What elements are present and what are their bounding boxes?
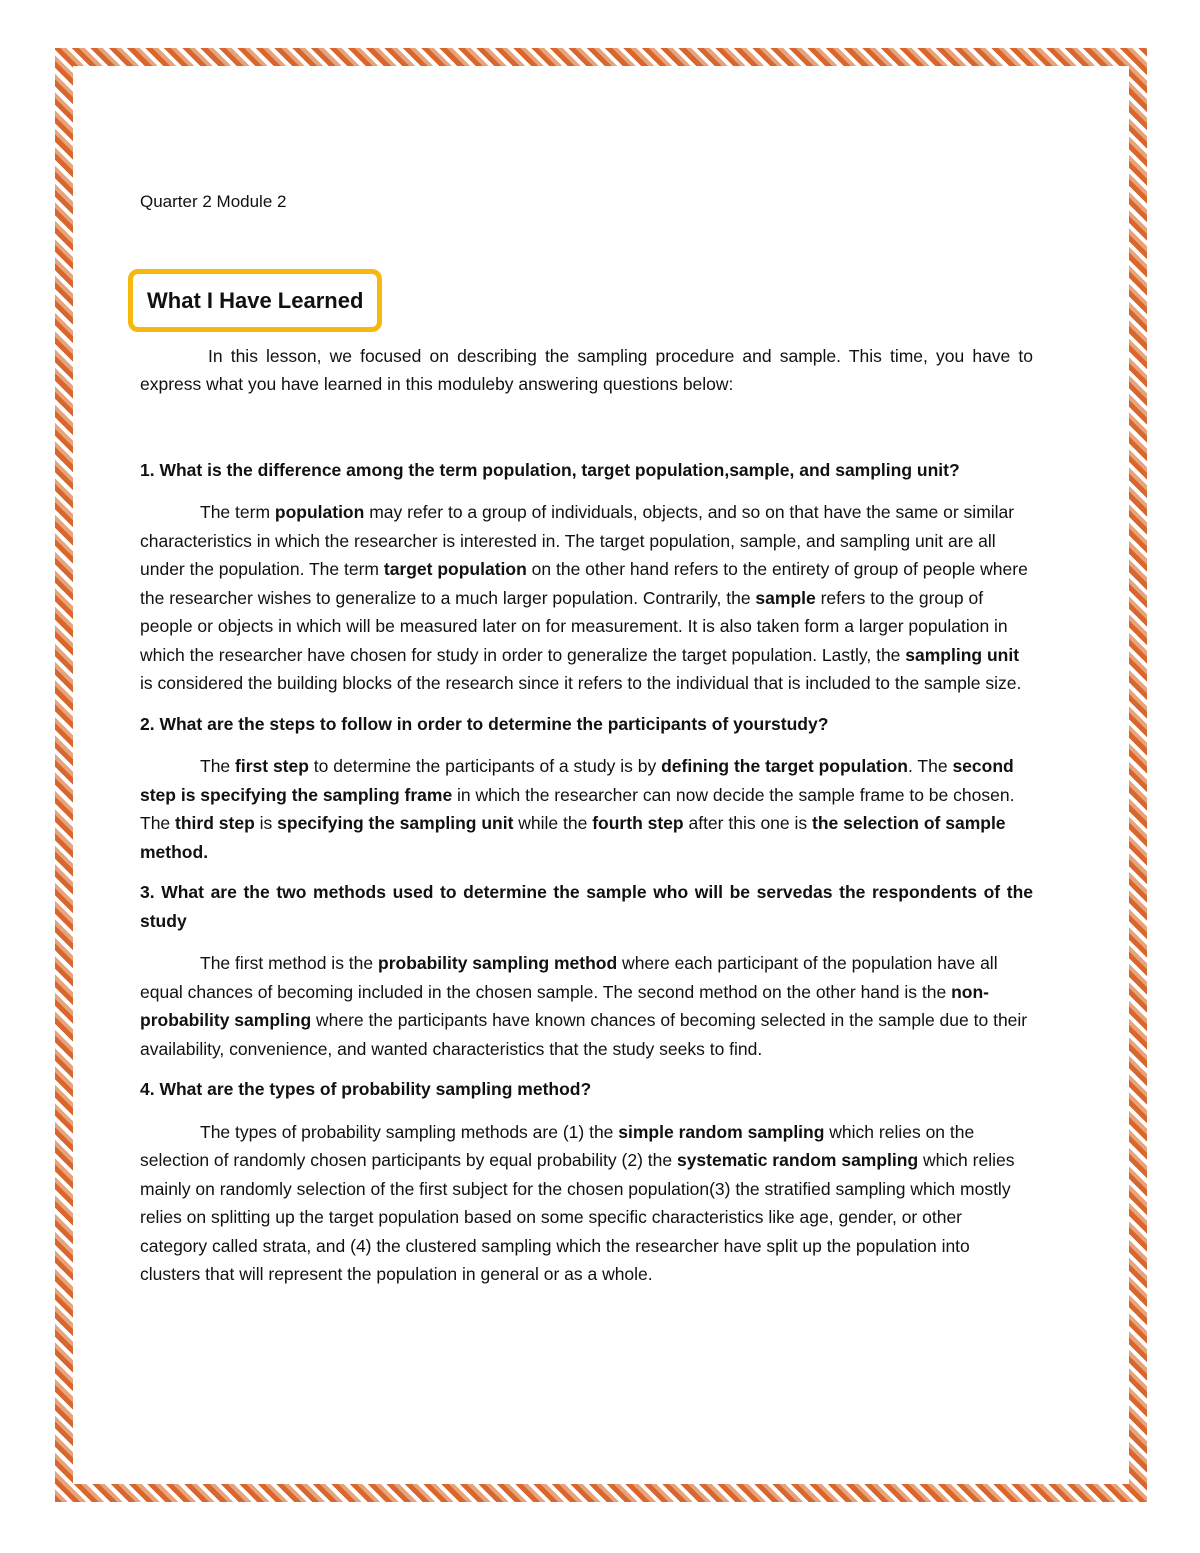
term-target-population: target population <box>383 559 527 579</box>
question-2: 2. What are the steps to follow in order to determine the participants of yourstudy? <box>140 713 829 734</box>
term-sample: sample <box>755 587 816 608</box>
question-4: 4. What are the types of probability sampling method? <box>140 1079 592 1099</box>
section-heading: What I Have Learned <box>128 269 382 332</box>
answer-2: The first step to determine the participants of a study is by defining the target population. The second step is specifying the sampling frame in which the researcher can now decide the sample frame to be chosen. The third step is specifying the sampling unit while the fourth step after this one is the selection of sample method. <box>140 756 1015 862</box>
question-1: 1. What is the difference among the term population, target population,sample, and sampling unit? <box>140 459 960 480</box>
answer-1: The term population may refer to a group of individuals, objects, and so on that have the same or similar characteristics in which the researcher is interested in. The target population, sample, and sampling unit are all under the population. The term target population on the other hand refers to the entirety of group of people where the researcher wishes to generalize to a much larger population. Contrarily, the sample refers to the group of people or objects in which will be measured later on for measurement. It is also taken form a larger population in which the researcher have chosen for study in order to generalize the target population. Lastly, the sampling unit is considered the building blocks of the research since it refers to the individual that is included to the sample size. <box>140 502 1028 693</box>
question-3: 3. What are the two methods used to determine the sample who will be servedas the respondents of the study <box>140 882 1033 931</box>
module-label: Quarter 2 Module 2 <box>140 192 287 211</box>
answer-4: The types of probability sampling methods are (1) the simple random sampling which relies on the selection of randomly chosen participants by equal probability (2) the systematic random sampling which relies mainly on randomly selection of the first subject for the chosen population(3) the stratified sampling which mostly relies on splitting up the target population based on some specific characteristics like age, gender, or other category called strata, and (4) the clustered sampling which the researcher have split up the population into clusters that will represent the population in general or as a whole. <box>140 1121 1015 1284</box>
intro-paragraph: In this lesson, we focused on describing the sampling procedure and sample. This time, you have to express what you have learned in this moduleby answering questions below: <box>140 345 1033 394</box>
answer-3: The first method is the probability sampling method where each participant of the population have all equal chances of becoming included in the chosen sample. The second method on the other hand is the non-probability sampling where the participants have known chances of becoming selected in the sample due to their availability, convenience, and wanted characteristics that the study seeks to find. <box>140 953 1028 1059</box>
document-body <box>140 188 1033 1289</box>
term-sampling-unit: sampling unit <box>905 644 1020 665</box>
term-population: population <box>274 502 365 522</box>
